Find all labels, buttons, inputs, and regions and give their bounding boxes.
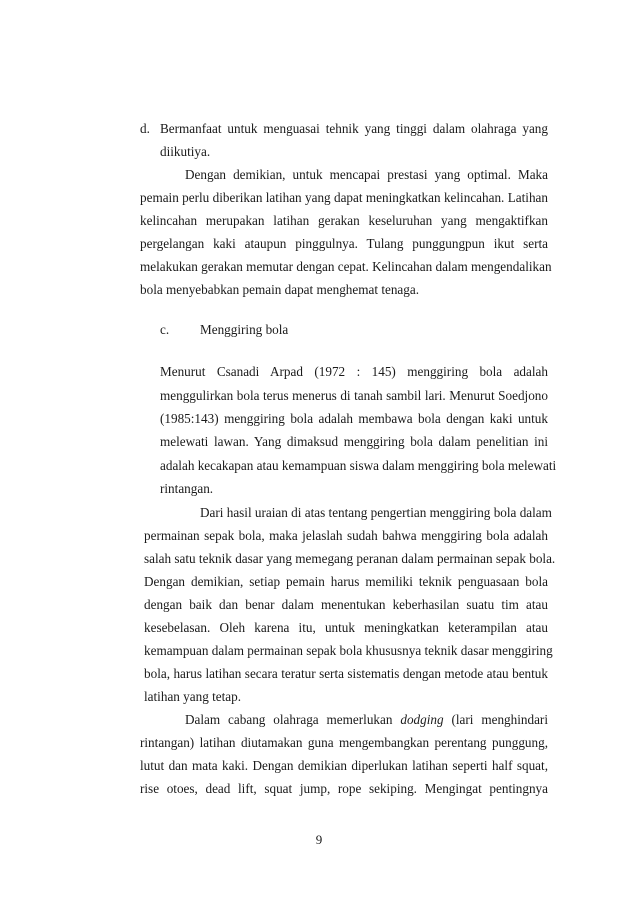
paragraph-line: melakukan gerakan memutar dengan cepat. Kelincahan dalam mengendalikan (140, 259, 552, 274)
paragraph-line: Dari hasil uraian di atas tentang pengertian menggiring bola dalam (200, 505, 552, 520)
page-number: 9 (315, 832, 323, 847)
item-d-line: Bermanfaat untuk menguasai tehnik yang tinggi dalam olahraga yang (160, 121, 548, 136)
para4-italic-term: dodging (400, 712, 444, 727)
para4-text: (lari menghindari (451, 712, 548, 727)
paragraph-line: bola menyebabkan pemain dapat menghemat tenaga. (140, 282, 420, 297)
paragraph-line: kelincahan merupakan latihan gerakan keseluruhan yang mengaktifkan (140, 213, 548, 228)
paragraph-line: adalah kecakapan atau kemampuan siswa dalam menggiring bola melewati (160, 458, 557, 473)
paragraph-line: bola, harus latihan secara teratur serta sistematis dengan metode atau bentuk (144, 666, 548, 681)
paragraph-line: pemain perlu diberikan latihan yang dapat meningkatkan kelincahan. Latihan (140, 190, 548, 205)
paragraph-line: pergelangan kaki ataupun pinggulnya. Tulang punggungpun ikut serta (140, 236, 548, 251)
paragraph-line: salah satu teknik dasar yang memegang peranan dalam permainan sepak bola. (144, 551, 556, 566)
paragraph-line: (1985:143) menggiring bola adalah membawa bola dengan kaki untuk (160, 411, 548, 426)
paragraph-line: rintangan. (160, 481, 214, 496)
para4-text: Dalam cabang olahraga memerlukan (185, 712, 393, 727)
paragraph-line: Dengan demikian, setiap pemain harus memiliki teknik penguasaan bola (144, 574, 548, 589)
item-d-line: diikutiya. (160, 144, 211, 159)
paragraph-line: rise otoes, dead lift, squat jump, rope sekiping. Mengingat pentingnya (140, 781, 548, 796)
paragraph-line: menggulirkan bola terus menerus di tanah sambil lari. Menurut Soedjono (160, 388, 548, 403)
paragraph-line: dengan baik dan benar dalam menentukan keberhasilan suatu tim atau (144, 597, 548, 612)
item-d-marker: d. (140, 121, 150, 136)
paragraph-line: kemampuan dalam permainan sepak bola khususnya teknik dasar menggiring (144, 643, 553, 658)
paragraph-line: Menurut Csanadi Arpad (1972 : 145) menggiring bola adalah (160, 364, 548, 379)
paragraph-line: Dengan demikian, untuk mencapai prestasi yang optimal. Maka (185, 167, 548, 182)
paragraph-line: lutut dan mata kaki. Dengan demikian diperlukan latihan seperti half squat, (140, 758, 548, 773)
paragraph-line: kesebelasan. Oleh karena itu, untuk meningkatkan keterampilan atau (144, 620, 548, 635)
section-marker: c. (160, 322, 170, 337)
section-title: Menggiring bola (200, 322, 289, 337)
paragraph-line: permainan sepak bola, maka jelaslah sudah bahwa menggiring bola adalah (144, 528, 548, 543)
paragraph-line: melewati lawan. Yang dimaksud menggiring bola dalam penelitian ini (160, 434, 548, 449)
paragraph-line (185, 712, 548, 728)
paragraph-line: rintangan) latihan diutamakan guna mengembangkan perentang punggung, (140, 735, 548, 750)
paragraph-line: latihan yang tetap. (144, 689, 242, 704)
